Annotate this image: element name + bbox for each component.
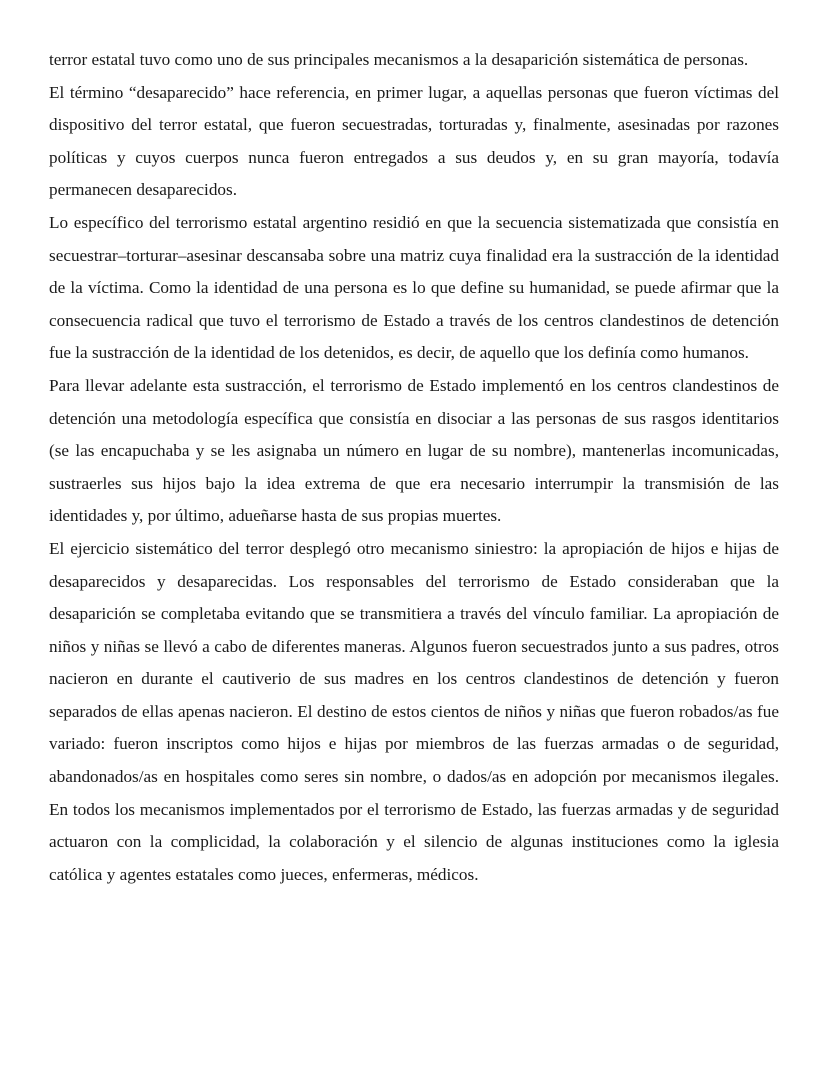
paragraph-methodology: Para llevar adelante esta sustracción, el terrorismo de Estado implementó en los centros clandestinos de detención una metodología específica que consistía en disociar a las personas de sus rasgos identitarios (se las encapuchaba y se les asignaba un número en lugar de su nombre), mantenerlas incomunicadas, sustraerles sus hijos bajo la idea extrema de que era necesario interrumpir la transmisión de las identidades y, por último, adueñarse hasta de sus propias muertes. [49,375,779,526]
paragraph-appropriation: El ejercicio sistemático del terror desplegó otro mecanismo siniestro: la apropiación de hijos e hijas de desaparecidos y desaparecidas. Los responsables del terrorismo de Estado consideraban que la desaparición se completaba evitando que se transmitiera a través del vínculo familiar. La apropiación de niños y niñas se llevó a cabo de diferentes maneras. Algunos fueron secuestrados junto a sus padres, otros nacieron en durante el cautiverio de sus madres en los centros clandestinos de detención y fueron separados de ellas apenas nacieron. El destino de estos cientos de niños y niñas que fueron robados/as fue variado: fueron inscriptos como hijos e hijas por miembros de las fuerzas armadas o de seguridad, abandonados/as en hospitales como seres sin nombre, o dados/as en adopción por mecanismos ilegales. En todos los mecanismos implementados por el terrorismo de Estado, las fuerzas armadas y de seguridad actuaron con la complicidad, la colaboración y el silencio de algunas instituciones como la iglesia católica y agentes estatales como jueces, enfermeras, médicos. [49,538,779,884]
paragraph-identity-subtraction: Lo específico del terrorismo estatal argentino residió en que la secuencia sistematizada que consistía en secuestrar–torturar–asesinar descansaba sobre una matriz cuya finalidad era la sustracción de la identidad de la víctima. Como la identidad de una persona es lo que define su humanidad, se puede afirmar que la consecuencia radical que tuvo el terrorismo de Estado a través de los centros clandestinos de detención fue la sustracción de la identidad de los detenidos, es decir, de aquello que los definía como humanos. [49,212,779,363]
document-page [49,44,779,891]
paragraph-desaparecido-definition: El término “desaparecido” hace referencia, en primer lugar, a aquellas personas que fueron víctimas del dispositivo del terror estatal, que fueron secuestradas, torturadas y, finalmente, asesinadas por razones políticas y cuyos cuerpos nunca fueron entregados a sus deudos y, en su gran mayoría, todavía permanecen desaparecidos. [49,82,779,200]
paragraph-continuation: terror estatal tuvo como uno de sus principales mecanismos a la desaparición sistemática de personas. [49,50,749,69]
